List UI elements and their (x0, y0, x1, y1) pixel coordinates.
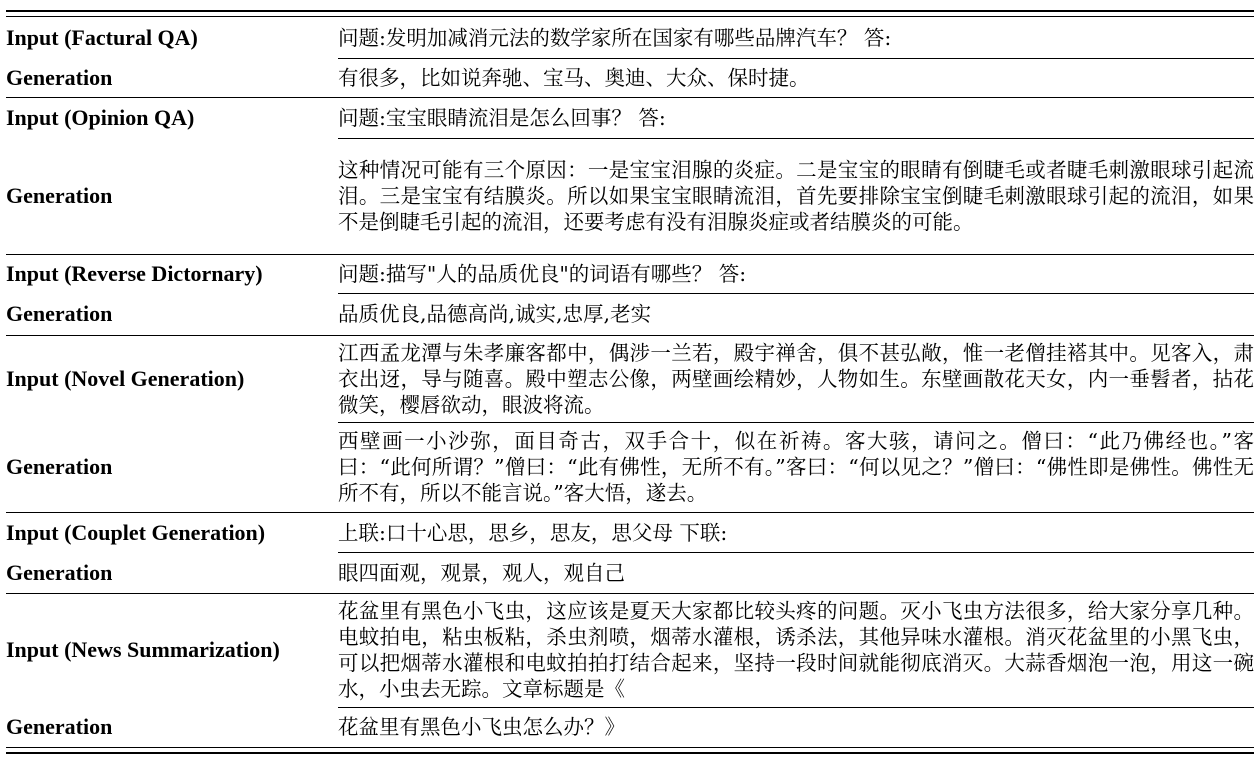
row-label: Input (Factural QA) (6, 25, 198, 50)
row-text: 花盆里有黑色小飞虫怎么办？》 (338, 715, 625, 739)
row-text: 上联:口十心思，思乡，思友，思父母 下联: (338, 520, 728, 545)
row-label: Generation (6, 301, 113, 326)
row-text: 品质优良,品德高尚,诚实,忠厚,老实 (338, 302, 652, 326)
row-label: Input (News Summarization) (6, 637, 280, 662)
row-text: 这种情况可能有三个原因：一是宝宝泪腺的炎症。二是宝宝的眼睛有倒睫毛或者睫毛刺激眼球引起流泪。三是宝宝有结膜炎。所以如果宝宝眼睛流泪，首先要排除宝宝倒睫毛刺激眼球引起的流泪，如果不是倒睫毛引起的流泪，还要考虑有没有泪腺炎症或者结膜炎的可能。 (338, 158, 1254, 234)
row-label: Generation (6, 183, 113, 208)
row-text: 眼四面观，观景，观人，观自己 (338, 560, 625, 585)
row-text: 问题:宝宝眼睛流泪是怎么回事？ 答: (338, 106, 666, 130)
bottom-rule-inner (6, 747, 1254, 748)
row-label: Input (Opinion QA) (6, 105, 195, 130)
row-label: Generation (6, 559, 113, 585)
row-label: Input (Novel Generation) (6, 366, 245, 391)
row-divider (338, 422, 1254, 423)
row-label: Input (Reverse Dictornary) (6, 261, 263, 286)
top-rule-inner (6, 16, 1254, 17)
row-label: Generation (6, 454, 113, 479)
row-text: 西壁画一小沙弥，面目奇古，双手合十，似在祈祷。客大骇，请问之。僧曰：“此乃佛经也。”客曰：“此何所谓？”僧曰：“此有佛性，无所不有。”客曰：“何以见之？”僧曰：“佛性即是佛性。佛性无所不有，所以不能言说。”客大悟，遂去。 (338, 429, 1254, 505)
bottom-rule (6, 752, 1254, 754)
row-label: Generation (6, 65, 113, 90)
row-label: Generation (6, 714, 113, 739)
row-text: 问题:发明加减消元法的数学家所在国家有哪些品牌汽车？ 答: (338, 26, 892, 50)
top-rule (6, 10, 1254, 12)
row-label: Input (Couplet Generation) (6, 519, 266, 545)
row-text: 花盆里有黑色小飞虫，这应该是夏天大家都比较头疼的问题。灭小飞虫方法很多，给大家分享几种。电蚊拍电，粘虫板粘，杀虫剂喷，烟蒂水灌根，诱杀法，其他异味水灌根。消灭花盆里的小黑飞虫，可以把烟蒂水灌根和电蚊拍拍打结合起来，坚持一段时间就能彻底消灭。大蒜香烟泡一泡，用这一碗水，小虫去无踪。文章标题是《 (338, 599, 1254, 701)
row-text: 问题:描写"人的品质优良"的词语有哪些？ 答: (338, 262, 747, 286)
row-divider (338, 138, 1254, 139)
row-text: 有很多，比如说奔驰、宝马、奥迪、大众、保时捷。 (338, 66, 810, 90)
row-text: 江西孟龙潭与朱孝廉客都中，偶涉一兰若，殿宇禅舍，俱不甚弘敞，惟一老僧挂褡其中。见客入，肃衣出迓，导与随喜。殿中塑志公像，两壁画绘精妙，人物如生。东壁画散花天女，内一垂髫者，拈花微笑，樱唇欲动，眼波将流。 (338, 341, 1254, 417)
